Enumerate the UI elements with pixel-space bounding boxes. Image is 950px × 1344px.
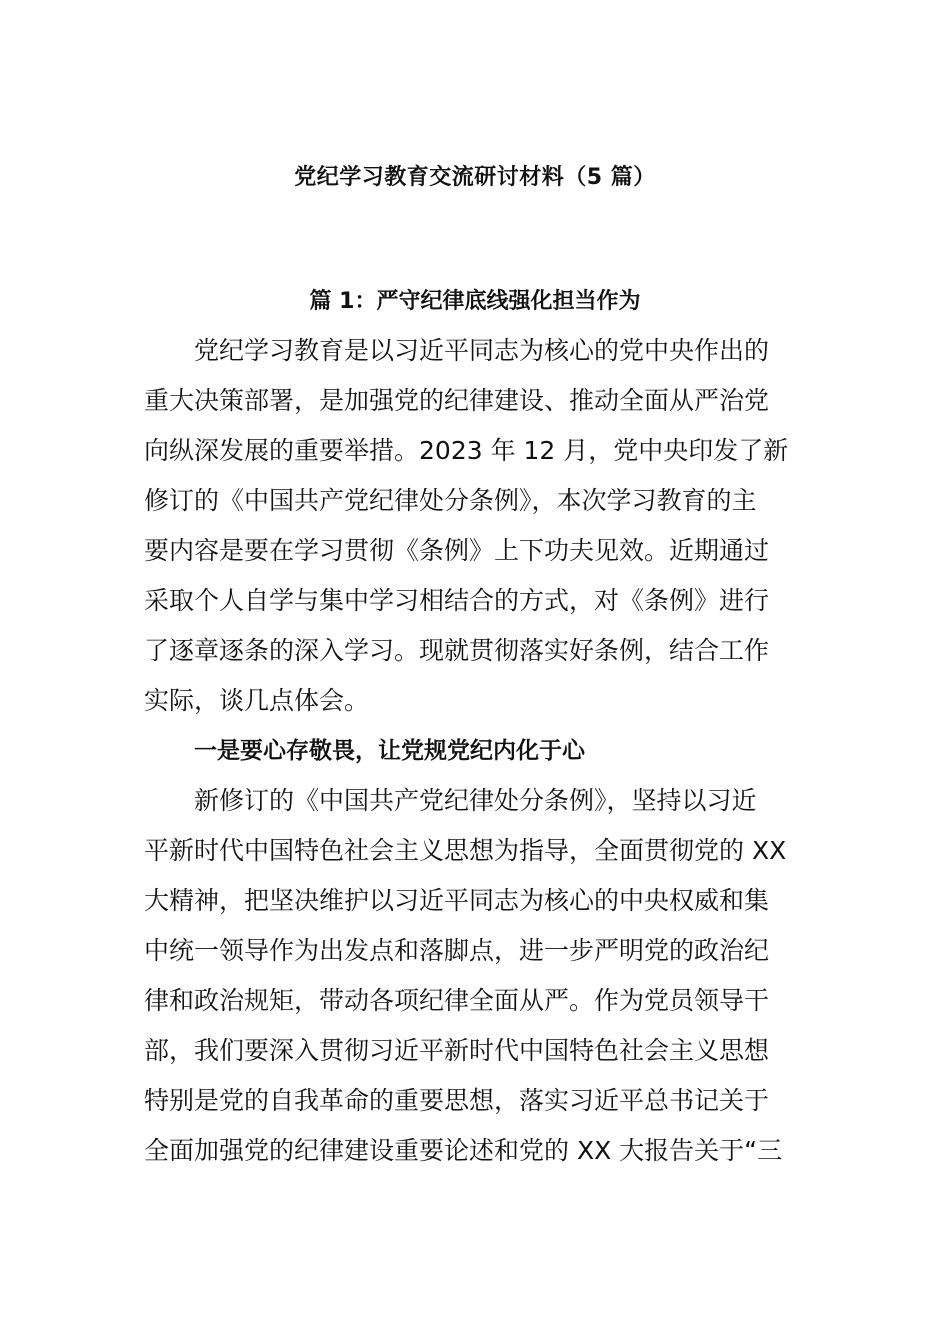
paragraph-line: 律和政治规矩，带动各项纪律全面从严。作为党员领导干 bbox=[144, 986, 770, 1015]
paragraph-line: 平新时代中国特色社会主义思想为指导，全面贯彻党的 XX bbox=[144, 836, 787, 865]
paragraph-line: 部，我们要深入贯彻习近平新时代中国特色社会主义思想 bbox=[144, 1036, 770, 1065]
subheading: 一是要心存敬畏，让党规党纪内化于心 bbox=[194, 738, 585, 764]
paragraph-line: 大精神，把坚决维护以习近平同志为核心的中央权威和集 bbox=[144, 886, 770, 915]
section-title: 篇 1：严守纪律底线强化担当作为 bbox=[309, 289, 641, 314]
paragraph-line: 采取个人自学与集中学习相结合的方式，对《条例》进行 bbox=[144, 586, 770, 615]
paragraph-line: 特别是党的自我革命的重要思想，落实习近平总书记关于 bbox=[144, 1086, 770, 1115]
paragraph-line: 了逐章逐条的深入学习。现就贯彻落实好条例，结合工作 bbox=[144, 636, 770, 665]
paragraph-line: 要内容是要在学习贯彻《条例》上下功夫见效。近期通过 bbox=[144, 536, 770, 565]
paragraph-line: 向纵深发展的重要举措。2023 年 12 月，党中央印发了新 bbox=[144, 436, 789, 465]
paragraph-line: 重大决策部署，是加强党的纪律建设、推动全面从严治党 bbox=[144, 386, 770, 415]
paragraph-line: 新修订的《中国共产党纪律处分条例》，坚持以习近 bbox=[194, 786, 757, 815]
paragraph-line: 党纪学习教育是以习近平同志为核心的党中央作出的 bbox=[194, 336, 770, 365]
paragraph-line: 修订的《中国共产党纪律处分条例》，本次学习教育的主 bbox=[144, 486, 757, 515]
paragraph-line: 中统一领导作为出发点和落脚点，进一步严明党的政治纪 bbox=[144, 936, 770, 965]
paragraph-line: 全面加强党的纪律建设重要论述和党的 XX 大报告关于“三 bbox=[144, 1136, 783, 1165]
paragraph-line: 实际，谈几点体会。 bbox=[144, 686, 370, 715]
document-title: 党纪学习教育交流研讨材料（5 篇） bbox=[294, 165, 656, 190]
